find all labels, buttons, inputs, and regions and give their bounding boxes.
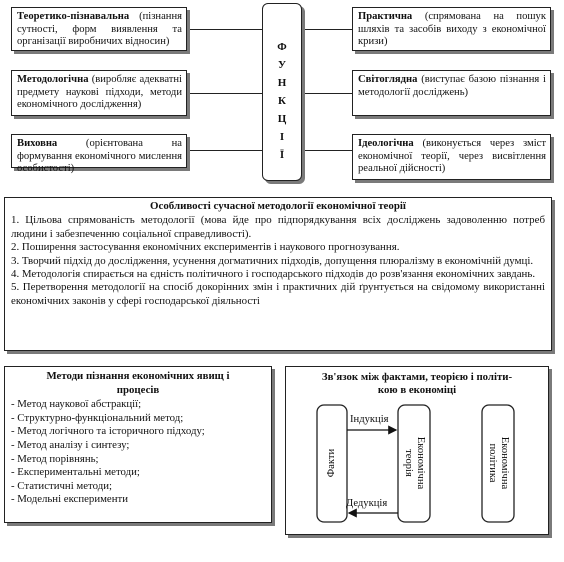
features-title: Особливості сучасної методології економічної теорії — [150, 200, 406, 212]
functions-letter: У — [277, 59, 287, 71]
functions-letter: Ц — [277, 113, 287, 125]
function-title: Практична — [358, 11, 413, 22]
connector-left-3 — [186, 150, 262, 151]
function-description: (орієнтована на формування економічного мислення особистості) — [17, 138, 182, 175]
function-box-educational — [11, 134, 187, 175]
induction-label: Індукція — [350, 414, 389, 425]
methods-item: - Експериментальні методи; — [11, 466, 140, 479]
methods-item: - Метод порівнянь; — [11, 452, 99, 465]
policy-label-line-2: політика — [487, 443, 498, 483]
theory-label — [402, 428, 426, 498]
function-title: Світоглядна — [358, 74, 418, 85]
features-item: 1. Цільова спрямованість методології (мова йде про підпорядкування всіх досліджень задоволенню потреб людини і забезпеченню соціальної справедливості). — [11, 214, 545, 240]
connector-right-2 — [302, 93, 352, 94]
function-description: (пізнання сутності, форм виявлення та організації виробничих відносин) — [17, 11, 182, 48]
function-description: (спрямована на пошук шляхів та засобів виходу з економічної кризи) — [358, 11, 546, 48]
function-description: (виконується через зміст економічної теорії, через висвітлення реальної дійсності) — [358, 138, 546, 175]
policy-label — [486, 428, 510, 498]
relation-title-line-1: Зв'язок між фактами, теорією і політи- — [321, 371, 513, 383]
connector-right-1 — [302, 29, 352, 30]
features-box — [4, 197, 552, 351]
methods-title-line-1: Методи пізнання економічних явищ і — [46, 370, 230, 382]
function-title: Виховна — [17, 138, 58, 149]
relation-box — [285, 366, 549, 535]
features-item: 4. Методологія спирається на єдність політичного і господарського підходів до розв'язання економічних завдань. — [11, 268, 536, 281]
facts-label: Факти — [326, 448, 337, 478]
methods-item: - Метод аналізу і синтезу; — [11, 438, 130, 451]
relation-title-line-2: кою в економіці — [377, 384, 457, 396]
features-item: 2. Поширення застосування економічних експериментів і наукового прогнозування. — [11, 241, 400, 254]
methods-box — [4, 366, 272, 523]
functions-letter: Ї — [279, 149, 285, 161]
methods-item: - Модельні експерименти — [11, 493, 128, 506]
functions-letter: Ф — [277, 41, 287, 53]
function-box-worldview — [352, 70, 551, 116]
features-item: 3. Творчий підхід до дослідження, усунення догматичних підходів, допущення плюралізму в економічній думці. — [11, 254, 534, 267]
policy-label-line-1: Економічна — [499, 436, 510, 490]
function-title: Теоретико-пізнавальна — [17, 11, 130, 22]
connector-right-3 — [302, 150, 352, 151]
methods-item: - Метод логічного та історичного підходу; — [11, 425, 205, 438]
connector-left-2 — [186, 93, 262, 94]
functions-letter: К — [278, 95, 286, 107]
function-title: Ідеологічна — [358, 138, 414, 149]
features-item: 5. Перетворення методології на спосіб докорінних змін і практичних дій ґрунтується на свідомому використанні економічних законів у сфері господарської діяльності — [11, 281, 545, 307]
function-box-practical — [352, 7, 551, 51]
methods-title-line-2: процесів — [116, 383, 160, 396]
connector-left-1 — [186, 29, 262, 30]
theory-label-line-1: Економічна — [415, 436, 426, 490]
functions-letter: Н — [277, 77, 287, 89]
methods-item: - Структурно-функціональний метод; — [11, 411, 184, 424]
functions-letter: І — [279, 131, 285, 143]
theory-label-line-2: теорія — [403, 449, 414, 477]
function-box-theoretical — [11, 7, 187, 51]
deduction-label: Дедукція — [346, 498, 388, 509]
function-title: Методологічна — [17, 74, 89, 85]
methods-item: - Статистичні методи; — [11, 479, 112, 492]
function-description: (виступає базою пізнання і методології досліджень) — [358, 74, 546, 98]
function-box-methodological — [11, 70, 187, 116]
function-description: (виробляє адекватні предмету наукові підходи, методи економічного дослідження) — [17, 74, 182, 111]
methods-item: - Метод наукової абстракції; — [11, 398, 142, 411]
function-box-ideological — [352, 134, 551, 180]
functions-center-column — [262, 3, 302, 181]
